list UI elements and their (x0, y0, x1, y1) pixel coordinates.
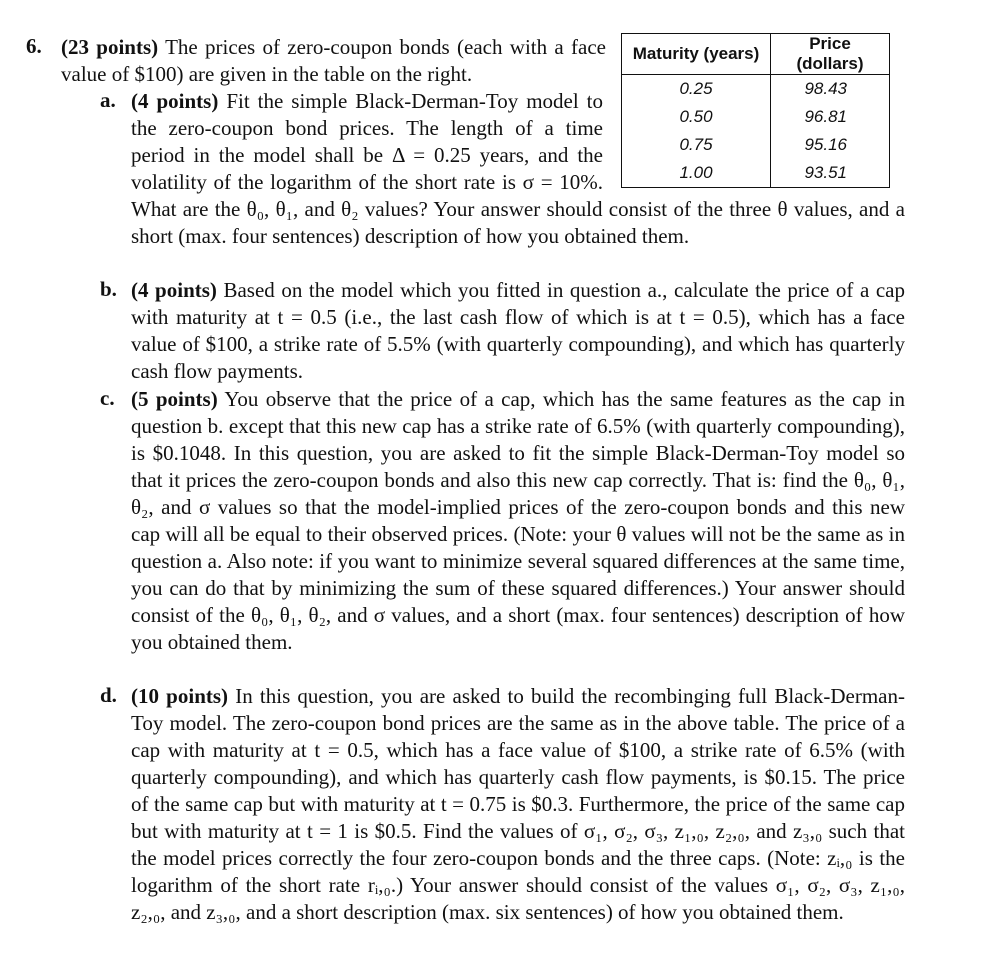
table-wrap-spacer (603, 88, 905, 188)
part-d-points: (10 points) (131, 684, 229, 708)
maturity-cell: 0.50 (622, 103, 771, 131)
part-d-label: d. (100, 683, 117, 707)
maturity-cell: 0.25 (622, 75, 771, 104)
part-d-text: In this question, you are asked to build the recombinging full Black-Derman-Toy model. The zero-coupon bond prices are the same as in the above table. The price of a cap with maturity at t = 0.5, which has a face value of $100, a strike rate of 6.5% (with quarterly compounding), and which has quarterly cash flow payments, is $0.15. The price of the same cap but with maturity at t = 0.75 is $0.3. Furthermore, the price of the same cap but with maturity at t = 1 is $0.5. Find the values of σ₁, σ₂, σ₃, z₁,₀, z₂,₀, and z₃,₀ such that the model prices correctly the four zero-coupon bonds and the three caps. (Note: zᵢ,₀ is the logarithm of the short rate rᵢ,₀.) Your answer should consist of the values σ₁, σ₂, σ₃, z₁,₀, z₂,₀, and z₃,₀, and a short description (max. six sentences) of how you obtained them. (131, 684, 905, 924)
part-a (131, 88, 905, 248)
part-c-label: c. (100, 386, 115, 410)
maturity-cell: 0.75 (622, 131, 771, 159)
part-c (131, 386, 905, 656)
price-cell: 98.43 (771, 75, 890, 104)
part-c-text: You observe that the price of a cap, which has the same features as the cap in question b. except that this new cap has a strike rate of 6.5% (with quarterly compounding), is $0.1048. In this question, you are asked to fit the simple Black-Derman-Toy model so that it prices the zero-coupon bonds and also this new cap correctly. That is: find the θ₀, θ₁, θ₂, and σ values so that the model-implied prices of the zero-coupon bonds and this new cap will all be equal to their observed prices. (Note: your θ values will not be the same as in question a. Also note: if you want to minimize several squared differences at the same time, you can do that by minimizing the sum of these squared differences.) Your answer should consist of the θ₀, θ₁, θ₂, and σ values, and a short (max. four sentences) description of how you obtained them. (131, 387, 905, 654)
question-number: 6. (26, 34, 42, 58)
table-header-row (622, 34, 890, 75)
part-b-text: Based on the model which you fitted in question a., calculate the price of a cap with maturity at t = 0.5 (i.e., the last cash flow of which is at t = 0.5), which has a face value of $100, a strike rate of 5.5% (with quarterly compounding), and which has quarterly cash flow payments. (131, 278, 905, 383)
price-cell: 95.16 (771, 131, 890, 159)
part-b-points: (4 points) (131, 278, 217, 302)
part-c-points: (5 points) (131, 387, 218, 411)
part-a-text: Fit the simple Black-Derman-Toy model to the zero-coupon bond prices. The length of a time period in the model shall be Δ = 0.25 years, and the volatility of the logarithm of the short rate is σ = 10%. What are the θ₀, θ₁, and θ₂ values? Your answer should consist of the three θ values, and a short (max. four sentences) description of how you obtained them. (131, 89, 905, 248)
maturity-cell: 1.00 (622, 159, 771, 188)
part-a-points: (4 points) (131, 89, 219, 113)
part-d (131, 683, 905, 926)
question-intro-text: The prices of zero-coupon bonds (each with a face value of $100) are given in the table on the right. (61, 35, 606, 86)
header-price: Price (dollars) (771, 34, 890, 75)
question-points: (23 points) (61, 35, 159, 59)
question-intro (61, 34, 606, 87)
price-cell: 93.51 (771, 159, 890, 188)
price-cell: 96.81 (771, 103, 890, 131)
header-maturity: Maturity (years) (622, 34, 771, 75)
part-a-label: a. (100, 88, 116, 112)
part-b (131, 277, 905, 385)
part-b-label: b. (100, 277, 117, 301)
